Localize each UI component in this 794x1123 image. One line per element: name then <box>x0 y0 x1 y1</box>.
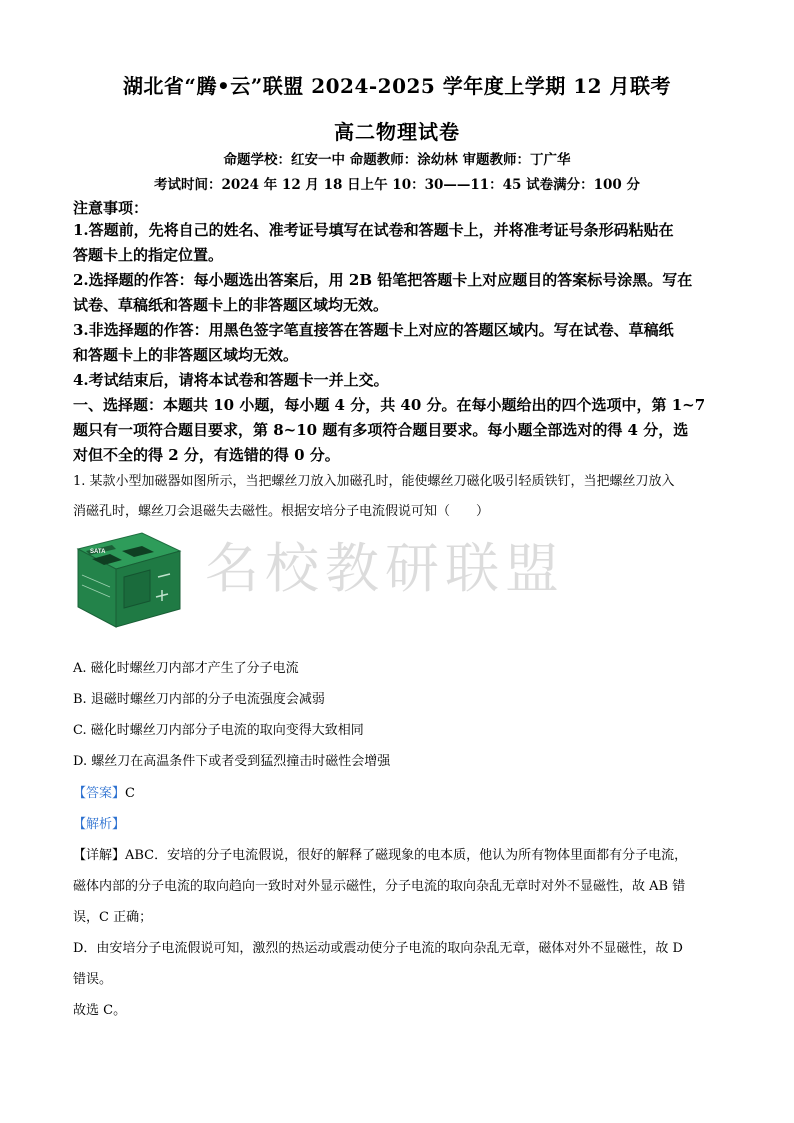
note-item-3-line-1: 3.非选择题的作答：用黑色签字笔直接答在答题卡上对应的答题区域内。写在试卷、草稿纸 <box>73 321 674 339</box>
note-item-1-line-2: 答题卡上的指定位置。 <box>73 246 224 264</box>
section-1-line-1: 一、选择题：本题共 10 小题，每小题 4 分，共 40 分。在每小题给出的四个选项中，第 1~7 <box>73 396 706 414</box>
question-1-analysis-tag <box>73 815 723 835</box>
figure-brand: SATA <box>90 549 106 555</box>
question-1-conclusion: 故选 C。 <box>73 1003 127 1018</box>
question-1-detail-line-4: D．由安培分子电流假说可知，激烈的热运动或震动使分子电流的取向杂乱无章，磁体对外不显磁性，故 D <box>73 941 683 956</box>
section-1-line-2: 题只有一项符合题目要求，第 8~10 题有多项符合题目要求。每小题全部选对的得 4 分，选 <box>73 421 689 439</box>
question-1-answer <box>73 784 723 804</box>
question-1-stem-line-2: 消磁孔时，螺丝刀会退磁失去磁性。根据安培分子电流假说可知（ ） <box>73 504 490 519</box>
note-item-1-line-1: 1.答题前，先将自己的姓名、准考证号填写在试卷和答题卡上，并将准考证号条形码粘贴在 <box>73 221 674 239</box>
answer-value: C <box>125 786 135 801</box>
exam-title: 湖北省“腾•云”联盟 2024-2025 学年度上学期 12 月联考 <box>122 74 672 98</box>
analysis-tag: 【解析】 <box>73 817 126 832</box>
magnetizer-figure <box>70 527 182 632</box>
note-item-2-line-2: 试卷、草稿纸和答题卡上的非答题区域均无效。 <box>73 296 389 314</box>
exam-setters: 命题学校：红安一中 命题教师：涂幼林 审题教师：丁广华 <box>223 152 571 168</box>
question-1-option-a: A. 磁化时螺丝刀内部才产生了分子电流 <box>73 661 299 676</box>
question-1-detail-line-3: 误，C 正确； <box>73 910 153 925</box>
question-1-option-b: B. 退磁时螺丝刀内部的分子电流强度会减弱 <box>73 692 325 707</box>
note-item-4: 4.考试结束后，请将本试卷和答题卡一并上交。 <box>73 371 389 389</box>
section-1-line-3: 对但不全的得 2 分，有选错的得 0 分。 <box>73 446 340 464</box>
note-item-2-line-1: 2.选择题的作答：每小题选出答案后，用 2B 铅笔把答题卡上对应题目的答案标号涂黑。写在 <box>73 271 693 289</box>
question-1-option-d: D. 螺丝刀在高温条件下或者受到猛烈撞击时磁性会增强 <box>73 754 391 769</box>
note-item-3-line-2: 和答题卡上的非答题区域均无效。 <box>73 346 299 364</box>
question-1-stem-line-1: 1. 某款小型加磁器如图所示，当把螺丝刀放入加磁孔时，能使螺丝刀磁化吸引轻质铁钉，当把螺丝刀放入 <box>73 474 675 489</box>
notes-heading: 注意事项： <box>73 199 149 217</box>
question-1-option-c: C. 磁化时螺丝刀内部分子电流的取向变得大致相同 <box>73 723 364 738</box>
answer-tag: 【答案】 <box>73 786 126 801</box>
exam-info: 考试时间：2024 年 12 月 18 日上午 10：30——11：45 试卷满分：100 分 <box>153 177 641 193</box>
exam-subtitle: 高二物理试卷 <box>334 120 460 144</box>
question-1-detail-line-2: 磁体内部的分子电流的取向趋向一致时对外显示磁性，分子电流的取向杂乱无章时对外不显磁性，故 AB 错 <box>73 879 686 894</box>
question-1-detail-line-1: 【详解】ABC．安培的分子电流假说，很好的解释了磁现象的电本质，他认为所有物体里面都有分子电流， <box>73 848 688 863</box>
question-1-detail-line-5: 错误。 <box>73 972 113 987</box>
watermark: 名校教研联盟 <box>205 537 565 600</box>
